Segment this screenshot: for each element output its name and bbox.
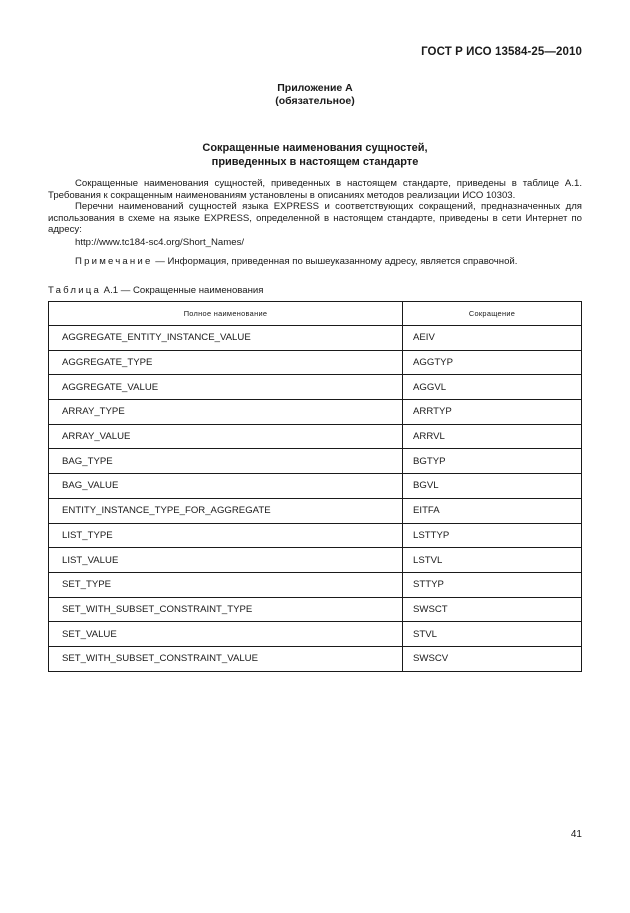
table-row <box>49 548 582 573</box>
full-name-cell: ENTITY_INSTANCE_TYPE_FOR_AGGREGATE <box>49 498 403 523</box>
table-body <box>49 326 582 672</box>
appendix-status: (обязательное) <box>275 95 355 107</box>
full-name-cell: AGGREGATE_TYPE <box>49 350 403 375</box>
abbreviation-cell: AGGVL <box>403 375 582 400</box>
table-row <box>49 597 582 622</box>
column-header-full-name: Полное наименование <box>49 302 403 326</box>
abbreviation-cell: LSTVL <box>403 548 582 573</box>
table-caption <box>48 285 264 296</box>
table-row <box>49 646 582 671</box>
full-name-cell: BAG_TYPE <box>49 449 403 474</box>
table-row <box>49 350 582 375</box>
note <box>48 256 582 268</box>
abbreviation-cell: AGGTYP <box>403 350 582 375</box>
table-row <box>49 474 582 499</box>
reference-url[interactable]: http://www.tc184-sc4.org/Short_Names/ <box>75 236 245 248</box>
page-number: 41 <box>570 829 582 840</box>
table-row <box>49 523 582 548</box>
full-name-cell: SET_VALUE <box>49 622 403 647</box>
abbreviation-cell: BGVL <box>403 474 582 499</box>
abbreviation-cell: ARRVL <box>403 424 582 449</box>
full-name-cell: BAG_VALUE <box>49 474 403 499</box>
full-name-cell: SET_WITH_SUBSET_CONSTRAINT_VALUE <box>49 646 403 671</box>
table-row <box>49 622 582 647</box>
column-header-abbreviation: Сокращение <box>403 302 582 326</box>
appendix-title: Приложение А <box>277 82 353 94</box>
abbreviation-cell: SWSCV <box>403 646 582 671</box>
body-text <box>48 178 582 267</box>
table-row <box>49 400 582 425</box>
section-title-line1: Сокращенные наименования сущностей, <box>202 142 428 154</box>
appendix-heading <box>0 82 630 108</box>
abbreviations-table <box>48 301 582 672</box>
table-header-row <box>49 302 582 326</box>
abbreviation-cell: STTYP <box>403 572 582 597</box>
full-name-cell: AGGREGATE_VALUE <box>49 375 403 400</box>
note-text: — Информация, приведенная по вышеуказанному адресу, является справочной. <box>152 255 518 267</box>
full-name-cell: LIST_TYPE <box>49 523 403 548</box>
table-row <box>49 449 582 474</box>
table-row <box>49 424 582 449</box>
table-row <box>49 375 582 400</box>
table-caption-text: А.1 — Сокращенные наименования <box>101 285 264 296</box>
full-name-cell: ARRAY_TYPE <box>49 400 403 425</box>
section-title <box>0 141 630 169</box>
full-name-cell: AGGREGATE_ENTITY_INSTANCE_VALUE <box>49 326 403 351</box>
abbreviation-cell: EITFA <box>403 498 582 523</box>
abbreviation-cell: LSTTYP <box>403 523 582 548</box>
table-row <box>49 498 582 523</box>
table-row <box>49 326 582 351</box>
full-name-cell: SET_TYPE <box>49 572 403 597</box>
table-caption-label: Таблица <box>48 285 102 296</box>
paragraph-1: Сокращенные наименования сущностей, приведенных в настоящем стандарте, приведены в таблице А.1. Требования к сокращенным наименованиям установлены в описаниях методов реализации ИСО 10303. <box>48 178 582 201</box>
table-row <box>49 572 582 597</box>
note-label: Примечание <box>75 255 153 267</box>
abbreviation-cell: AEIV <box>403 326 582 351</box>
paragraph-2: Перечни наименований сущностей языка EXPRESS и соответствующих сокращений, предназначенных для использования в схеме на языке EXPRESS, определенной в настоящем стандарте, приведены в сети Интернет по адресу: <box>48 201 582 236</box>
standard-code: ГОСТ Р ИСО 13584-25—2010 <box>421 46 582 58</box>
abbreviation-cell: STVL <box>403 622 582 647</box>
full-name-cell: ARRAY_VALUE <box>49 424 403 449</box>
full-name-cell: LIST_VALUE <box>49 548 403 573</box>
abbreviation-cell: BGTYP <box>403 449 582 474</box>
section-title-line2: приведенных в настоящем стандарте <box>211 156 419 168</box>
abbreviation-cell: SWSCT <box>403 597 582 622</box>
full-name-cell: SET_WITH_SUBSET_CONSTRAINT_TYPE <box>49 597 403 622</box>
abbreviation-cell: ARRTYP <box>403 400 582 425</box>
